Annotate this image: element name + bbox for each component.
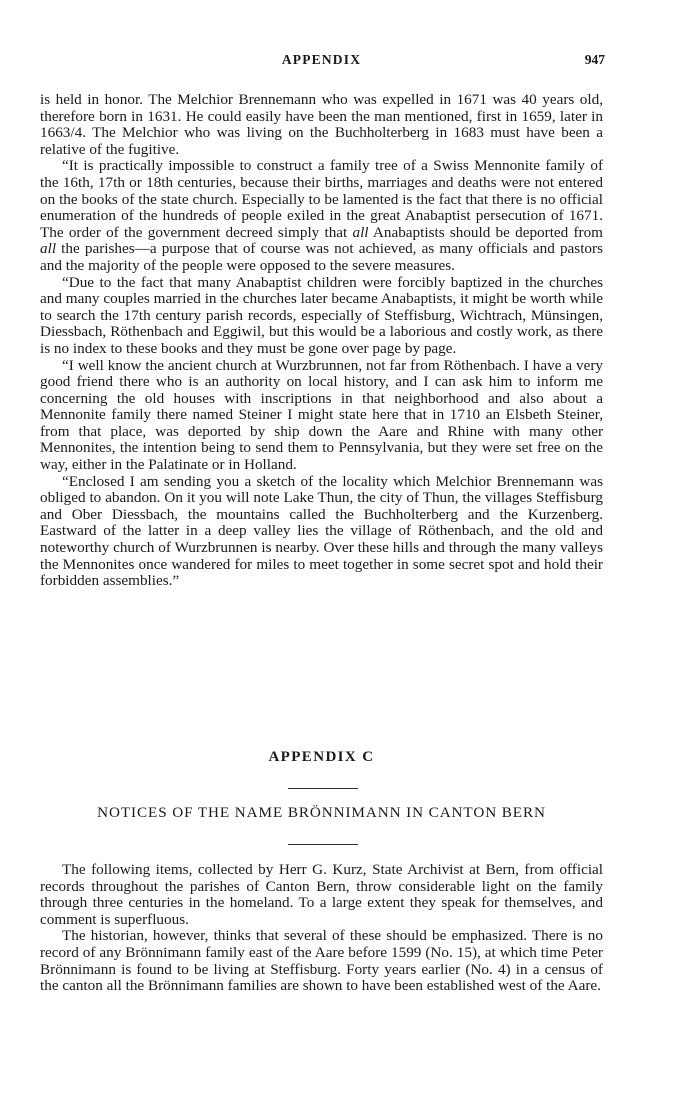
divider-rule-top bbox=[288, 788, 358, 789]
divider-rule-bottom bbox=[288, 844, 358, 845]
emphasis-all-2: all bbox=[40, 240, 57, 258]
main-text bbox=[40, 92, 603, 590]
paragraph-2-part-2: Anabaptists should be deported from bbox=[368, 223, 603, 241]
running-title: APPENDIX bbox=[281, 52, 362, 67]
appendix-c-subtitle: NOTICES OF THE NAME BRÖNNIMANN IN CANTON BERN bbox=[97, 804, 546, 821]
paragraph-2 bbox=[40, 158, 603, 274]
page-number: 947 bbox=[584, 52, 605, 67]
paragraph-3: “Due to the fact that many Anabaptist children were forcibly baptized in the churches and many couples married in the churches later became Anabaptists, it might be worth while to search the 17th century parish records, especially of Steffisburg, Wichtrach, Münsingen, Diessbach, Röthenbach and Eggiwil, but this would be a laborious and costly work, as there is no index to these books and they must be gone over page by page. bbox=[40, 273, 603, 357]
paragraph-1: is held in honor. The Melchior Brennemann who was expelled in 1671 was 40 years old, therefore born in 1631. He could easily have been the man mentioned, first in 1659, later in 1663/4. The Melchior who was living on the Buchholterberg in 1683 must have been a relative of the fugitive. bbox=[40, 91, 603, 158]
emphasis-all-1: all bbox=[352, 223, 369, 241]
running-head bbox=[40, 52, 603, 76]
paragraph-2-part-1: “It is practically impossible to construct a family tree of a Swiss Mennonite family of the 16th, 17th or 18th centuries, because their births, marriages and deaths were not entered on the books of the state church. Especially to be lamented is the fact that there is no official enumeration of the hundreds of people exiled in the great Anabaptist persecution of 1671. The order of the government decreed simply that bbox=[40, 157, 603, 241]
appendix-c-text bbox=[40, 862, 603, 995]
appendix-c-paragraph-2: The historian, however, thinks that several of these should be emphasized. There is no record of any Brönnimann family east of the Aare before 1599 (No. 15), at which time Peter Brönnimann is found to be living at Steffisburg. Forty years earlier (No. 4) in a census of the canton all the Brönnimann families are shown to have been established west of the Aare. bbox=[40, 927, 603, 995]
paragraph-2-part-3: the parishes—a purpose that of course was not achieved, as many officials and pastors and the majority of the people were opposed to the severe measures. bbox=[40, 240, 603, 274]
paragraph-5: “Enclosed I am sending you a sketch of the locality which Melchior Brennemann was obliged to abandon. On it you will note Lake Thun, the city of Thun, the villages Steffisburg and Ober Diessbach, the mountains called the Buchholterberg and the Kurzenberg. Eastward of the latter in a deep valley lies the village of Röthenbach, and the old and noteworthy church of Wurzbrunnen is nearby. Over these hills and through the many valleys the Mennonites once wandered for miles to meet together in some secret spot and hold their forbidden assemblies.” bbox=[40, 472, 603, 590]
paragraph-4: “I well know the ancient church at Wurzbrunnen, not far from Röthenbach. I have a very good friend there who is an authority on local history, and I can ask him to inform me concerning the old houses with inscriptions in that neighborhood and also about a Mennonite family there named Steiner I might state here that in 1710 an Elsbeth Steiner, from that place, was deported by ship down the Aare and Rhine with many other Mennonites, the intention being to send them to Pennsylvania, but they were set free on the way, either in the Palatinate or in Holland. bbox=[40, 356, 603, 474]
appendix-c-paragraph-1: The following items, collected by Herr G. Kurz, State Archivist at Bern, from official records throughout the parishes of Canton Bern, throw considerable light on the family through three centuries in the homeland. To a large extent they speak for themselves, and comment is superfluous. bbox=[40, 861, 603, 928]
appendix-c-heading: APPENDIX C bbox=[268, 749, 375, 765]
